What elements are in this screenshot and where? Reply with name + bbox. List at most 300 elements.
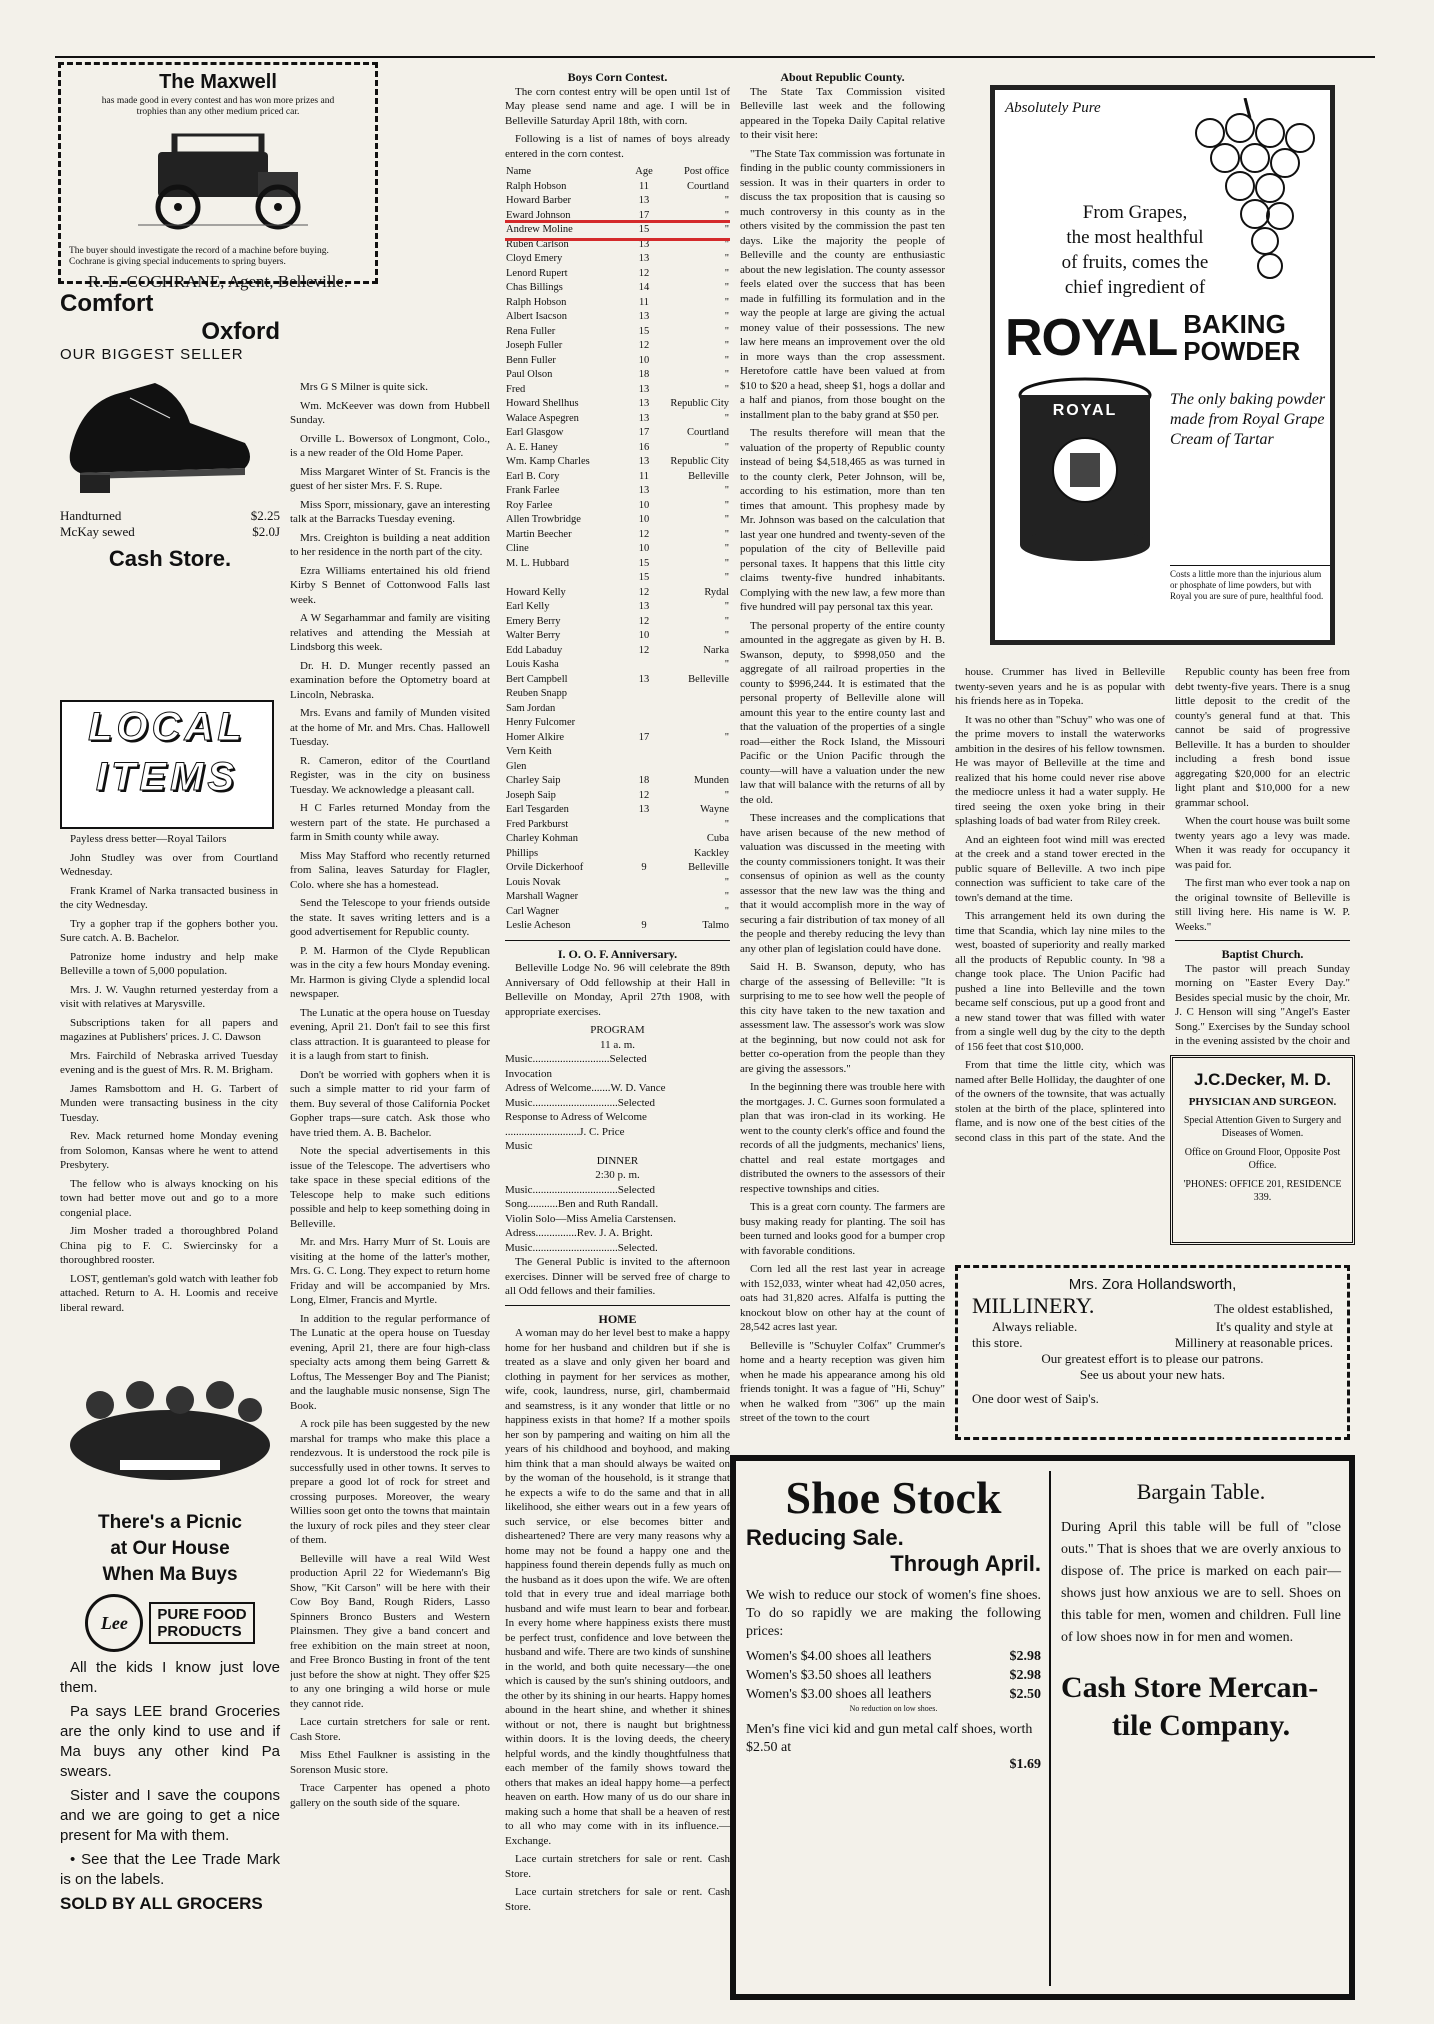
children-illustration (60, 1365, 280, 1485)
corn-age: 17 (638, 209, 650, 221)
corn-po: " (724, 383, 729, 395)
corn-name: Charley Kohman (506, 833, 579, 844)
maxwell-body: The buyer should investigate the record of a machine before buying. Cochrane is giving special inducements to spring buyers. (69, 246, 329, 267)
corn-age: 17 (638, 427, 650, 438)
corn-name: Earl Tesgarden (506, 804, 569, 815)
local-item: A W Segarhammar and family are visiting relatives and attending the Messiah at Lindsborg this week. (290, 612, 490, 653)
baptist-heading: Baptist Church. (1221, 947, 1304, 961)
corn-name: Rena Fuller (506, 325, 556, 337)
corn-name: Homer Alkire (506, 731, 565, 743)
oxford-store: Cash Store. (108, 546, 232, 571)
royal-desc: The only baking powder made from Royal Grape Cream of Tartar (1170, 391, 1326, 448)
continued-para: This arrangement held its own during the time that Scandia, which lay nine miles to the west, boasted of superiority and really marked all the products of Republic county. In '98 a change took place. The Union Pacific had pushed a line into Belleville and the town became self conscious, put up a good front and a new stand tower that was filled with water from a single well dug by the city to the depth of 156 feet that cost $10,000. (955, 910, 1165, 1053)
corn-row (505, 455, 730, 470)
corn-age: 13 (638, 383, 650, 395)
corn-age: 12 (638, 528, 650, 540)
local-item: Rev. Mack returned home Monday evening from Solomon, Kansas where he went to attend Presbytery. (60, 1130, 278, 1171)
royal-line3: of fruits, comes the (1061, 252, 1209, 273)
royal-line2: the most healthful (1066, 227, 1204, 248)
corn-po: Talmo (702, 920, 729, 931)
corn-po: " (724, 267, 729, 279)
corn-name: Vern Keith (506, 746, 552, 757)
corn-age: 12 (638, 586, 650, 598)
corn-row (505, 267, 730, 282)
corn-po: " (724, 195, 729, 206)
corn-age: 12 (638, 615, 650, 627)
program-line: Music...............................Selected (505, 1096, 656, 1109)
local-item: A rock pile has been suggested by the new marshal for tramps who make this place a rendezvous. It is understood the rock pile is successfully used in other towns. It serves to prepare a good lot of rock for street and crossing purposes. Moreover, the weary Willies soon get onto the towns that maintain the luxury of rock piles and they steer clear of them. (290, 1418, 490, 1546)
republic-column (740, 70, 945, 1550)
baptist-body: The pastor will preach Sunday morning on "Easter Every Day." Besides special music by the choir, Mr. J. C Henson will sing "Angel's Easter Song." Exercises by the Sunday school in the evening assisted by the choir and (1175, 962, 1350, 1045)
corn-name: Roy Farlee (506, 499, 553, 511)
corn-row (505, 745, 730, 760)
local-item: Don't be worried with gophers when it is such a simple matter to rid your farm of them. Buy several of those California Pocket Gopher traps—sure catch. Ask those who have tried them. A. B. Bachelor. (290, 1068, 490, 1139)
corn-row (505, 238, 730, 253)
corn-col-po: Post office (683, 166, 729, 177)
local-items-header (60, 700, 274, 829)
corn-age: 13 (638, 601, 650, 612)
shoe-mens-price: $1.69 (1009, 1757, 1041, 1772)
corn-po: Republic City (670, 456, 729, 467)
republic-para: The State Tax Commission visited Belleville last week and the following appeared in the Topeka Daily Capital relative to their visit here: (740, 85, 945, 141)
continued-column-2 (1175, 665, 1350, 1045)
local-items-line2: ITEMS (95, 755, 239, 799)
corn-po: " (724, 731, 729, 743)
corn-po: " (724, 224, 729, 235)
lee-line3: When Ma Buys (102, 1564, 238, 1585)
corn-row (505, 644, 730, 659)
corn-age: 16 (638, 441, 650, 453)
corn-age: 9 (641, 920, 647, 931)
corn-po: " (724, 311, 729, 322)
shoe-left (746, 1471, 1041, 1773)
local-item: Note the special advertisements in this issue of the Telescope. The advertisers who take space in these special editions of the Telescope help to make such editions possible and help to keep something doing in Belleville. (290, 1145, 490, 1230)
corn-name: Wm. Kamp Charles (506, 456, 590, 467)
corn-row (505, 818, 730, 833)
corn-age: 11 (638, 296, 650, 308)
local-item: Try a gopher trap if the gophers bother you. Sure catch. A. B. Bachelor. (60, 917, 278, 944)
millinery-l2a: this store. (972, 1335, 1023, 1350)
corn-name: Edd Labaduy (506, 644, 563, 656)
shoe-price-label: Women's $3.00 shoes all leathers (746, 1687, 932, 1702)
corn-name: Fred (506, 383, 526, 395)
maxwell-title: The Maxwell (159, 71, 277, 93)
corn-row (505, 919, 730, 934)
corn-name (505, 571, 626, 586)
corn-age: 14 (638, 282, 650, 293)
corn-name: Earl Kelly (506, 601, 550, 612)
corn-po: Wayne (700, 804, 729, 815)
shoe-price-row (746, 1685, 1041, 1704)
program-line: Response to Adress of Welcome (505, 1111, 647, 1123)
local-item: Mrs G S Milner is quite sick. (300, 381, 429, 393)
lee-logo-text1: PURE FOOD (157, 1606, 247, 1623)
corn-name: Eward Johnson (506, 209, 571, 221)
republic-para: Belleville is "Schuyler Colfax" Crummer's home and a hearty reception was given him when he made his appearance among his old friends tonight. It was a fague of "Hi, Schuy" when he walked from "306" up the main street of the town to the court (740, 1339, 945, 1424)
corn-row (505, 354, 730, 369)
oxford-item-label: Handturned (60, 508, 122, 523)
shoe-mens: Men's fine vici kid and gun metal calf shoes, worth $2.50 at (746, 1722, 1033, 1755)
ioof-program-label: PROGRAM (590, 1024, 645, 1036)
millinery-row (972, 1335, 1333, 1351)
corn-name: Paul Olson (506, 369, 553, 380)
millinery-row (972, 1293, 1333, 1319)
corn-row (505, 615, 730, 630)
shoe-price-label: Women's $3.50 shoes all leathers (746, 1668, 932, 1683)
corn-name: Martin Beecher (506, 528, 572, 540)
corn-po: Belleville (688, 470, 729, 482)
lee-logo-text2: PRODUCTS (157, 1623, 242, 1640)
corn-age: 10 (638, 499, 650, 511)
corn-row (505, 194, 730, 209)
corn-row (505, 180, 730, 195)
shoe-price-value: $2.50 (1009, 1687, 1041, 1702)
corn-age (626, 847, 662, 862)
corn-age: 10 (638, 354, 650, 366)
corn-row (505, 600, 730, 615)
corn-age (626, 905, 662, 920)
lee-copy (60, 1658, 280, 1890)
oxford-item-label: McKay sewed (60, 524, 135, 539)
corn-row (505, 789, 730, 804)
corn-name: Orvile Dickerhoof (506, 862, 584, 873)
lee-para: Sister and I save the coupons and we are going to get a nice present for Ma with them. (60, 1787, 280, 1844)
corn-age: 13 (638, 238, 650, 250)
continued-para: When the court house was built some twenty years ago a levy was made. When it was ready for occupancy it was paid for. (1175, 815, 1350, 871)
millinery-l1b: It's quality and style at (1215, 1319, 1333, 1334)
royal-line4: chief ingredient of (1064, 277, 1206, 298)
continued-para: It was no other than "Schuy" who was one of the prime movers to install the waterworks ambition in the desires of his fellow townsmen. He was mayor of Belleville at the time and realized that his home could never rise above the mediocre unless it had a water supply. He tired seeing the oxen yoke bring in their splashing loads of bad water from Riley creek. (955, 713, 1165, 827)
corn-age (626, 687, 662, 702)
corn-name: Reuben Snapp (506, 688, 567, 699)
shoe-title: Shoe Stock (785, 1472, 1002, 1523)
corn-po: " (724, 615, 729, 627)
corn-row (505, 760, 730, 775)
local-item: Subscriptions taken for all papers and magazines at Publishers' prices. J. C. Dawson (60, 1016, 278, 1043)
decker-title: PHYSICIAN AND SURGEON. (1188, 1096, 1337, 1108)
royal-foot: Costs a little more than the injurious alum or phosphate of lime powders, but with Royal you are sure of pure, healthful food. (1170, 565, 1330, 602)
local-item: Payless dress better—Royal Tailors (70, 833, 227, 845)
local-item: Frank Kramel of Narka transacted business in the city Wednesday. (60, 884, 278, 911)
continued-column-1 (955, 665, 1165, 1145)
corn-name: Phillips (506, 847, 539, 859)
corn-age: 13 (638, 456, 650, 467)
corn-po: " (724, 543, 729, 554)
corn-row (505, 296, 730, 311)
corn-row (505, 687, 730, 702)
corn-name: Glen (506, 760, 527, 772)
royal-line1: From Grapes, (1082, 202, 1188, 223)
local-item: Ezra Williams entertained his old friend Kirby S Bennet of Cottonwood Falls last week. (290, 564, 490, 606)
local-item: The fellow who is always knocking on his town had better move out and go to a more congenial place. (60, 1177, 278, 1219)
corn-row (505, 832, 730, 847)
corn-po: " (724, 557, 729, 569)
ioof-pm: 2:30 p. m. (595, 1169, 640, 1181)
corn-po: Republic City (670, 398, 729, 409)
shoe-divider (1049, 1471, 1051, 1986)
corn-name: A. E. Haney (506, 441, 558, 453)
lee-logo-box (149, 1602, 254, 1644)
bargain-table (1061, 1471, 1341, 1745)
corn-po (662, 716, 730, 731)
local-item: James Ramsbottom and H. G. Tarbert of Munden were transacting business in the city Tuesday. (60, 1082, 278, 1124)
local-item: Dr. H. D. Munger recently passed an examination before the Optometry board at Lincoln, Nebraska. (290, 659, 490, 701)
ioof-closing: The General Public is invited to the afternoon exercises. Dinner will be served free of charge to all Odd fellows and their families. (505, 1256, 730, 1297)
republic-para: In the beginning there was trouble here with the mortgages. J. C. Gurnes soon formulated a plan that was iron-clad in its working. He went to the county clerk's office and found the records of all the judgments, mechanics' liens, chattel and real estate mortgages and distributed the owners to the assessors of their respective townships and cities. (740, 1081, 945, 1195)
corn-row (505, 397, 730, 412)
millinery-ad (955, 1265, 1350, 1440)
local-item: Orville L. Bowersox of Longmont, Colo., is a new reader of the Old Home Paper. (290, 432, 490, 459)
corn-age: 11 (638, 180, 650, 192)
millinery-row (972, 1319, 1333, 1335)
corn-row (505, 673, 730, 688)
royal-copy (1035, 200, 1235, 300)
corn-name: Benn Fuller (506, 354, 556, 366)
corn-name: Emery Berry (506, 615, 561, 627)
corn-name: Chas Billings (506, 282, 563, 293)
lee-line2: at Our House (110, 1538, 230, 1559)
corn-po: " (724, 601, 729, 612)
local-item: P. M. Harmon of the Clyde Republican was in the city a few hours Monday evening. Mr. Harmon is giving Clyde a splendid local newspaper. (290, 944, 490, 1000)
corn-age: 15 (638, 325, 650, 337)
corn-row (505, 629, 730, 644)
local-item: Mrs. Fairchild of Nebraska arrived Tuesday evening and is the guest of Mrs. R. M. Brigham. (60, 1049, 278, 1076)
corn-age (626, 890, 662, 905)
bargain-title: Bargain Table. (1136, 1479, 1266, 1504)
lee-line1: There's a Picnic (98, 1512, 242, 1533)
oxford-price-row (60, 508, 280, 524)
corn-age: 9 (641, 862, 647, 873)
corn-row (505, 281, 730, 296)
millinery-l4: See us about your new hats. (1079, 1367, 1226, 1382)
republic-para: This is a great corn county. The farmers are busy making ready for planting. The soil has been turned and looks good for a bumper crop with favorable conditions. (740, 1201, 945, 1257)
corn-row (505, 890, 730, 905)
left-items-column (60, 832, 278, 1362)
corn-row (505, 412, 730, 427)
lee-para: Pa says LEE brand Groceries are the only kind to use and if Ma buys any other kind Pa swears. (60, 1703, 280, 1780)
corn-po: Narka (703, 644, 729, 656)
local-item: Mr. and Mrs. Harry Murr of St. Louis are visiting at the home of the latter's mother, Mrs. G. C. Long. They expect to return home Friday and will be accompanied by Mrs. Long, Elmer, Francis and Myrtle. (290, 1236, 490, 1306)
corn-po: " (724, 876, 729, 888)
corn-name: Henry Fulcomer (506, 717, 576, 728)
lee-ad (60, 1365, 280, 2005)
corn-age (626, 818, 662, 833)
decker-office: Office on Ground Floor, Opposite Post Office. (1184, 1147, 1341, 1171)
corn-row (505, 252, 730, 267)
corn-name: Allen Trowbridge (506, 514, 581, 525)
corn-po: Belleville (688, 673, 729, 685)
corn-name: Albert Isacson (506, 311, 567, 322)
local-item: Belleville will have a real Wild West production April 22 for Wiedemann's Big Show, "Kit Carson" will be here with their Cow Boy Band, Rough Riders, Lasso Spinners Bronco Busters and Western Plainsmen. They give a band concert and free exhibition on the main street at noon, and Free Bronco Busting in front of the tent just before the show at night. They offer $25 to any one bringing a wild horse or mule they cannot ride. (290, 1552, 490, 1710)
corn-po: " (724, 441, 729, 453)
royal-ad (990, 85, 1335, 645)
ioof-dinner: DINNER (596, 1154, 639, 1167)
shoe-price-row (746, 1647, 1041, 1666)
corn-name: Ralph Hobson (506, 296, 567, 308)
republic-para: Corn led all the rest last year in acreage with 152,033, winter wheat had 42,050 acres, oats had 31,820 acres. Alfalfa is putting the knockout blow on other hay at the count of 28,542 acres last year. (740, 1263, 945, 1333)
local-item: Mrs. Creighton is building a neat addition to her residence in the north part of the city. (290, 531, 490, 558)
local-item: H C Farles returned Monday from the western part of the state. He purchased a farm in Smith county while away. (290, 802, 490, 843)
corn-age (626, 702, 662, 717)
oxford-title2: Oxford (201, 318, 280, 345)
corn-age: 12 (638, 644, 650, 656)
bargain-body: During April this table will be full of "close outs." That is shoes that we are overly anxious to dispose of. The price is marked on each pair—shows just how anxious we are to sell. Shoes on this table for men, women and children. Full line of low shoes now in for men and women. (1061, 1520, 1341, 1645)
corn-row (505, 658, 730, 673)
home-body: A woman may do her level best to make a happy home for her husband and children but if she is treated as a slave and only given her board and clothing in payment for her services as mother, wife, cook, laundress, nurse, girl, chambermaid and seamstress, is it any wonder that little or no happiness exists in that home? If a mother spoils her son by pampering and waiting on him all the years of his childhood and boyhood, and making him think that a man should always be waited on by the woman of the household, is it strange that he expects a wife to do the same and that in all likelihood, she either wears out in a few years of such service, or else becomes bitter and disheartened? There are very many reasons why a home may not be found a happy one and the happiness found therein depends fully as much on the husband as it does upon the wife. We are often told that in every true and ideal marriage both husband and wife must learn to bear and forbear. In every home where happiness exists there must be perfect trust, confidence and love between the husband and wife. There are two kinds of sunshine in the world, and both quite necessary—the one which is caused by the sun's shining outdoors, and the other by its shining in our hearts. Happy homes abound in the heart shine, and whether it shines without or not, there is naught but brightness within doors. It is the loving deeds, the cheery helpful words, and the kindly thoughtfulness that each member of the family shows toward the others that makes an ideal happy home—a perfect heaven on earth. How many of us do our share in making such a home that shall be a heaven of rest to all who may come with in its influence.—Exchange. (505, 1327, 730, 1847)
corn-name: Louis Novak (506, 876, 561, 888)
millinery-name: Mrs. Zora Hollandsworth, (1068, 1276, 1237, 1293)
corn-age: 10 (638, 514, 650, 525)
corn-age: 15 (638, 572, 650, 583)
corn-age (626, 760, 662, 775)
bargain-store1: Cash Store Mercan- (1061, 1671, 1319, 1704)
corn-po: " (724, 789, 729, 801)
program-line: Adress of Welcome.......W. D. Vance (505, 1082, 666, 1094)
corn-row (505, 847, 730, 862)
maxwell-tagline: has made good in every contest and has won more prizes and trophies than any other medium priced car. (101, 96, 335, 117)
corn-age: 12 (638, 267, 650, 279)
corn-age: 13 (638, 804, 650, 815)
corn-age: 13 (638, 673, 650, 685)
corn-po: " (724, 325, 729, 337)
corn-name: Earl B. Cory (506, 470, 560, 482)
corn-age: 12 (638, 789, 650, 801)
shoe-price-value: $2.98 (1009, 1649, 1041, 1664)
corn-row (505, 542, 730, 557)
corn-row (505, 484, 730, 499)
corn-po: " (724, 340, 729, 351)
corn-po: " (724, 659, 729, 670)
shoe-sub1: Reducing Sale. (746, 1525, 904, 1550)
corn-age (626, 876, 662, 891)
local-item: Wm. McKeever was down from Hubbell Sunday. (290, 399, 490, 426)
corn-name: Earl Glasgow (506, 427, 564, 438)
corn-row (505, 368, 730, 383)
corn-po: " (724, 209, 729, 221)
corn-row (505, 528, 730, 543)
local-item: Send the Telescope to your friends outside the state. It saves writing letters and is a good advertisement for Republic county. (290, 897, 490, 938)
corn-po: " (724, 572, 729, 583)
corn-row (505, 339, 730, 354)
corn-age: 15 (638, 224, 650, 235)
shoe-price-value: $2.98 (1009, 1668, 1041, 1683)
corn-po (662, 687, 730, 702)
corn-name: Frank Farlee (506, 485, 560, 496)
corn-age: 13 (638, 398, 650, 409)
corn-age (626, 716, 662, 731)
corn-row (505, 557, 730, 572)
car-illustration (118, 122, 318, 242)
corn-po: Kackley (694, 847, 729, 859)
bargain-store2: tile Company. (1111, 1709, 1291, 1742)
program-line: Violin Solo—Miss Amelia Carstensen. (505, 1212, 677, 1225)
oxford-price-row (60, 524, 280, 540)
corn-name: Cloyd Emery (506, 253, 563, 264)
corn-row (505, 513, 730, 528)
decker-phones: 'PHONES: OFFICE 201, RESIDENCE 339. (1183, 1179, 1342, 1203)
corn-row (505, 702, 730, 717)
shoe-illustration (60, 363, 260, 503)
oxford-item-price: $2.0J (252, 524, 280, 539)
royal-brand-sub (1183, 311, 1300, 365)
corn-po (662, 745, 730, 760)
millinery-addr: One door west of Saip's. (972, 1391, 1099, 1406)
local-item: Mrs. J. W. Vaughn returned yesterday from a visit with relatives at Marysville. (60, 983, 278, 1010)
continued-para: And an eighteen foot wind mill was erected at the creek and a stand tower erected in the public square of Belleville. A two inch pipe connection was sufficient to take care of the town's demand at the time. (955, 833, 1165, 904)
corn-po: " (724, 891, 729, 902)
corn-column (505, 70, 730, 2005)
decker-body: Special Attention Given to Surgery and Diseases of Women. (1183, 1115, 1342, 1139)
oxford-ad (60, 290, 280, 690)
local-item: Jim Mosher traded a thoroughbred Poland China pig to F. C. Swiercinsky for a thoroughbred rooster. (60, 1225, 278, 1266)
decker-name: J.C.Decker, M. D. (1193, 1070, 1331, 1089)
corn-name: Joseph Fuller (506, 340, 563, 351)
millinery-est: The oldest established, (1214, 1301, 1333, 1316)
lee-logo-circle: Lee (85, 1594, 143, 1652)
program-line: Music (505, 1140, 533, 1152)
royal-brand (1005, 310, 1330, 366)
top-rule (55, 56, 1375, 58)
corn-age: 10 (638, 630, 650, 641)
republic-para: "The State Tax commission was fortunate in finding in the public county commissioners in session. It was in their quarters in order to discuss the tax proposition that is causing so much controversy in this county as in the others visited by the commission the past ten days. Like the majority the people of Belleville and the county are enthusiastic about the new legislation. The county assessor feels elated over the success that has been made in fulfilling its formulation and in the way the people at large are giving the actual money value of their possessions. The new law here means an improvement over the old in more ways than the crop assessment. Heretofore cattle have been valued at from $10 to $20 a head, sheep $1, hogs a dollar and a half and pianos, from those bought on the installment plan to the baby grand at $50 per. (740, 147, 945, 421)
local-item: LOST, gentleman's gold watch with leather fob attached. Return to A. H. Loomis and receive liberal reward. (60, 1272, 278, 1314)
shoe-ad (730, 1455, 1355, 2000)
local-item: Patronize home industry and help make Belleville a town of 5,000 population. (60, 950, 278, 977)
lee-logo (60, 1594, 280, 1652)
corn-name: Louis Kasha (506, 659, 559, 670)
corn-age: 11 (638, 470, 650, 482)
corn-age: 18 (638, 369, 650, 380)
corn-name: Charley Saip (506, 775, 561, 786)
home-lace: Lace curtain stretchers for sale or rent. Cash Store. (505, 1886, 730, 1913)
lee-para: All the kids I know just love them. (60, 1659, 280, 1696)
corn-name: Marshall Wagner (506, 891, 579, 902)
local-item: R. Cameron, editor of the Courtland Register, was in the city on business Tuesday. We acknowledge a pleasant call. (290, 754, 490, 796)
corn-name: Ralph Hobson (506, 180, 567, 192)
corn-po: " (724, 296, 729, 308)
corn-po: " (724, 412, 729, 424)
republic-heading: About Republic County. (780, 70, 905, 84)
corn-name: Leslie Acheson (506, 920, 571, 931)
corn-po: " (724, 630, 729, 641)
program-line: Music...............................Selected (505, 1183, 656, 1196)
corn-po: " (724, 238, 729, 250)
corn-po: Munden (694, 775, 729, 786)
corn-name: Andrew Moline (506, 224, 573, 235)
corn-po: " (724, 528, 729, 540)
ioof-am: 11 a. m. (599, 1038, 636, 1051)
corn-row (505, 571, 730, 586)
oxford-item-price: $2.25 (250, 508, 280, 523)
corn-row (505, 441, 730, 456)
local-item: The Lunatic at the opera house on Tuesday evening, April 21. Don't fail to see this first class attraction. It is guaranteed to please for it is a laugh from start to finish. (290, 1006, 490, 1062)
corn-row (505, 383, 730, 398)
corn-age: 13 (638, 253, 650, 264)
corn-row (505, 716, 730, 731)
corn-po: " (724, 818, 729, 830)
corn-po: " (724, 369, 729, 380)
maxwell-agent: R. E. COCHRANE, Agent, Belleville. (87, 272, 349, 291)
republic-para: The results therefore will mean that the valuation of the property of Republic county instead of being $4,518,465 as was turned in to the county clerk, Peter Johnson, will be, according to his estimation, more than ten times that amount. This prophesy made by Mr. Johnson was based on the calculation that last year one hundred and twenty-seven of the population of the city of Belleville paid personal taxes. It happens that this little city claims twenty-five hundred inhabitants. Complying with the new law, a few more than five hundred will pay personal tax this year. (740, 427, 945, 613)
ioof-body: Belleville Lodge No. 96 will celebrate the 89th Anniversary of Odd fellowship at their Hall in Belleville on Monday, April 27th 1908, with appropriate exercises. (505, 962, 730, 1018)
corn-name: Bert Campbell (506, 673, 568, 685)
corn-po: " (724, 282, 729, 293)
corn-row (505, 223, 730, 238)
local-item: Miss Ethel Faulkner is assisting in the Sorenson Music store. (290, 1749, 490, 1776)
corn-po: " (724, 905, 729, 917)
corn-col-name: Name (506, 166, 532, 177)
ioof-heading: I. O. O. F. Anniversary. (557, 946, 678, 961)
